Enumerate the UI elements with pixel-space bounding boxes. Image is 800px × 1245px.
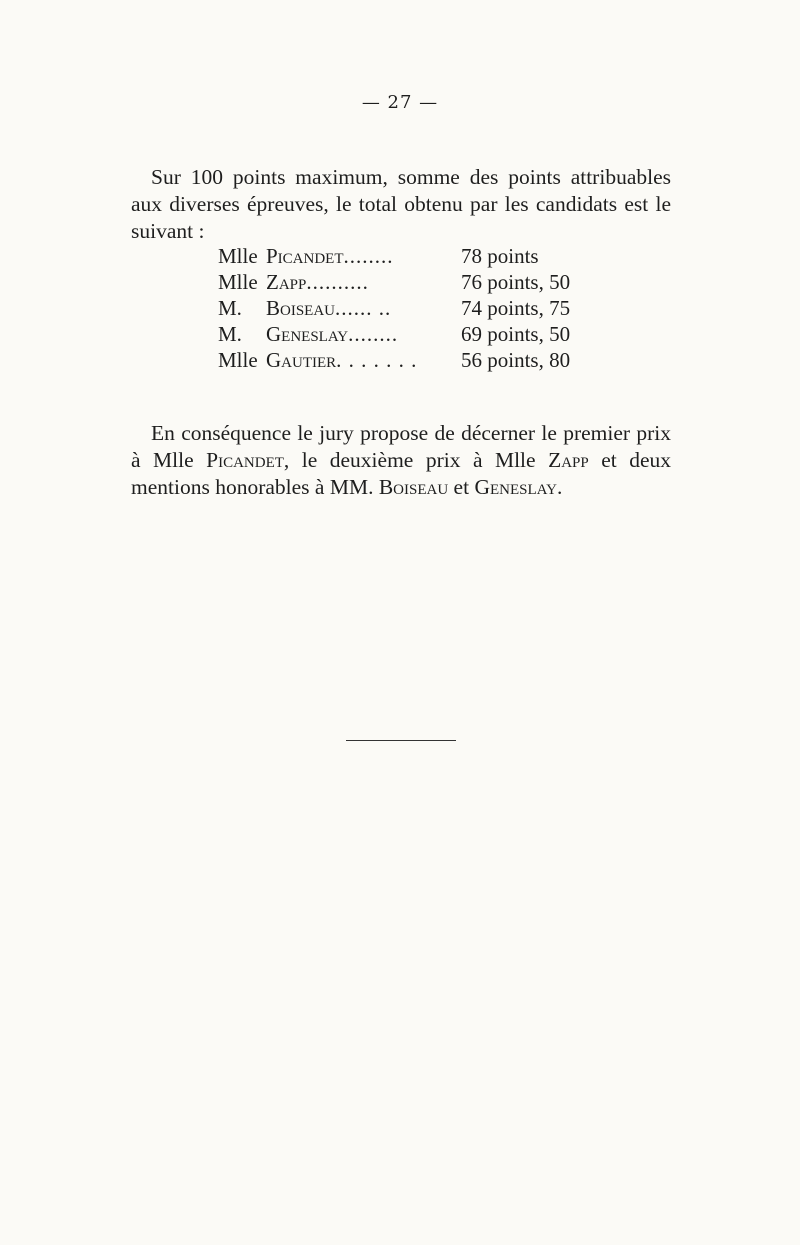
result-row [218, 243, 618, 269]
candidate-title: M. [218, 296, 242, 320]
leader-dots: ........ [348, 322, 399, 346]
leader-dots: ........ [343, 244, 394, 268]
candidate-title: Mlle [218, 348, 258, 372]
candidate-title: M. [218, 322, 242, 346]
candidate-cell [218, 269, 461, 295]
candidate-title: Mlle [218, 270, 258, 294]
result-row [218, 321, 618, 347]
leader-dots: .......... [306, 270, 369, 294]
candidate-score: 69 points, 50 [461, 322, 571, 346]
conclusion-text: , le deuxième prix à Mlle [283, 447, 549, 472]
conclusion-text: et deux mentions honorables à MM. [131, 447, 671, 499]
candidate-title: Mlle [218, 244, 258, 268]
candidate-name: Geneslay [266, 322, 349, 346]
second-prize-name: Zapp [548, 447, 589, 472]
candidate-name: Boiseau [266, 296, 336, 320]
results-list [218, 243, 618, 373]
conclusion-text: et [448, 474, 475, 499]
mention-name: Geneslay [474, 474, 557, 499]
candidate-cell [218, 295, 461, 321]
intro-paragraph: Sur 100 points maximum, somme des points attribuables aux diverses épreuves, le total obtenu par les candidats est le suivant : [131, 164, 671, 243]
candidate-score: 76 points, 50 [461, 270, 571, 294]
candidate-name: Picandet [266, 244, 344, 268]
conclusion-text: En conséquence le jury propose de décerner le premier prix à Mlle [131, 420, 671, 472]
end-rule [346, 740, 456, 741]
mention-name: Boiseau [378, 474, 449, 499]
conclusion-paragraph [131, 420, 671, 501]
candidate-cell [218, 347, 461, 373]
result-row [218, 347, 618, 373]
candidate-name: Gautier [266, 348, 337, 372]
candidate-score: 74 points, 75 [461, 296, 571, 320]
candidate-name: Zapp [266, 270, 307, 294]
result-row [218, 269, 618, 295]
candidate-cell [218, 321, 461, 347]
candidate-score: 56 points, 80 [461, 348, 571, 372]
first-prize-name: Picandet [206, 447, 284, 472]
leader-dots: . . . . . . . [336, 348, 418, 372]
result-row [218, 295, 618, 321]
page-number: — 27 — [361, 92, 439, 113]
candidate-cell [218, 243, 461, 269]
candidate-score: 78 points [461, 244, 539, 268]
conclusion-text: . [556, 474, 563, 499]
leader-dots: ...... .. [335, 296, 392, 320]
